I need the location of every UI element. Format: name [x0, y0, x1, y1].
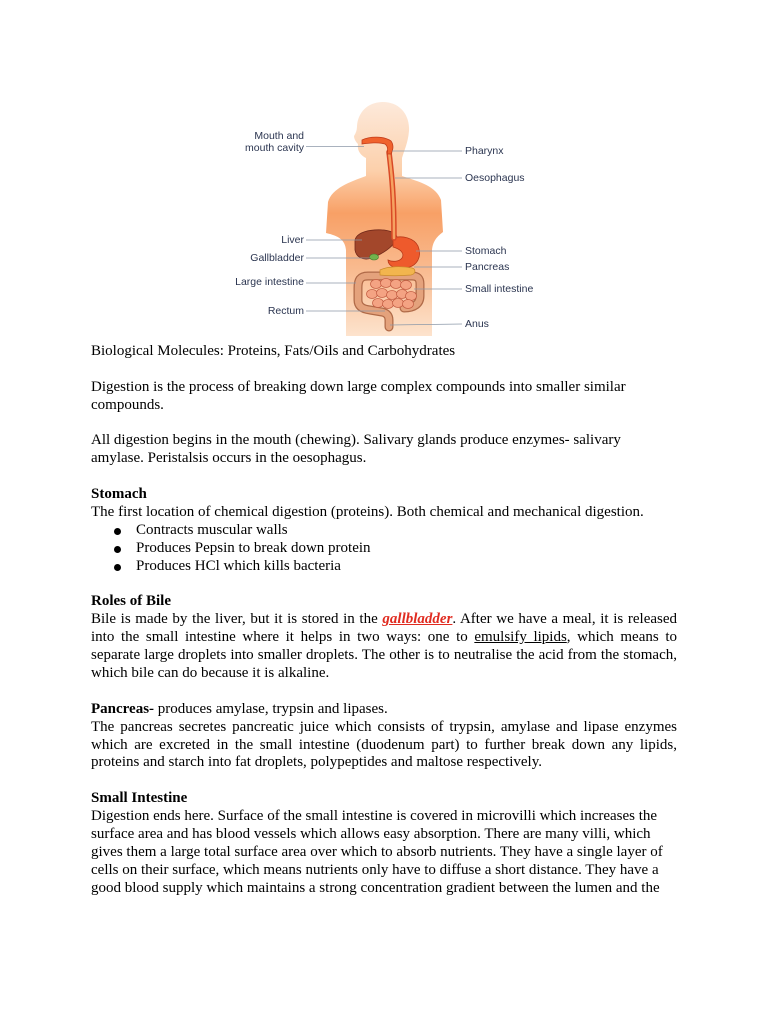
- bile-line: which bile can do because it is alkaline.: [91, 665, 330, 682]
- gallbladder-organ: [370, 254, 379, 260]
- bile-line: [91, 629, 677, 647]
- bile-line-text: . After we have a meal, it is released: [452, 611, 678, 628]
- bile-line: [91, 611, 677, 629]
- bile-line-text: Bile is made by the liver, but it is stored in the: [91, 611, 383, 628]
- bullet-item: [91, 522, 677, 540]
- small-intestine-organ: [367, 279, 417, 309]
- label-liver: Liver: [281, 233, 304, 246]
- label-gallbladder: Gallbladder: [250, 251, 304, 264]
- small-intestine-line: cells on their surface, which means nutrients only have to diffuse a short distance. They have a: [91, 861, 659, 878]
- label-small-intestine: Small intestine: [465, 282, 534, 295]
- bullet-item: [91, 540, 677, 558]
- small-intestine-line: gives them a large total surface area over which to absorb nutrients. They have a single layer of: [91, 843, 663, 860]
- bullet-dot-icon: [114, 564, 121, 571]
- intro-line: compounds.: [91, 396, 164, 413]
- intro-line: Digestion is the process of breaking down large complex compounds into smaller similar: [91, 378, 626, 395]
- label-oesophagus: Oesophagus: [465, 171, 525, 184]
- pancreas-lead-line: [91, 701, 677, 719]
- stomach-intro-line: The first location of chemical digestion (proteins). Both chemical and mechanical digestion.: [91, 504, 644, 521]
- page-title: Biological Molecules: Proteins, Fats/Oils and Carbohydrates: [91, 343, 456, 359]
- label-mouth-line1: Mouth and: [254, 129, 304, 142]
- pancreas-line: The pancreas secretes pancreatic juice which consists of trypsin, amylase and lipase enzymes: [91, 718, 677, 735]
- pancreas-lead-text: produces amylase, trypsin and lipases.: [154, 700, 388, 717]
- digestive-system-diagram: [228, 96, 540, 340]
- bullet-dot-icon: [114, 528, 121, 535]
- emulsify-lipids-underlined: emulsify lipids: [474, 629, 567, 646]
- label-mouth-line2: mouth cavity: [245, 141, 304, 154]
- bullet-dot-icon: [114, 546, 121, 553]
- small-intestine-line: surface area and has blood vessels which allows easy absorption. There are many villi, which: [91, 826, 651, 843]
- bile-heading: Roles of Bile: [91, 593, 171, 610]
- label-large-intestine: Large intestine: [235, 275, 304, 288]
- small-intestine-line: Digestion ends here. Surface of the small intestine is covered in microvilli which increases the: [91, 808, 658, 825]
- mouth-line: All digestion begins in the mouth (chewing). Salivary glands produce enzymes- salivary: [91, 432, 621, 449]
- pancreas-lead-bold: Pancreas-: [91, 700, 155, 717]
- pancreas-organ: [380, 267, 415, 276]
- bullet-text: Produces Pepsin to break down protein: [136, 539, 371, 556]
- bile-line-text: , which means to: [566, 629, 677, 646]
- document-body: [91, 343, 677, 898]
- small-intestine-line: good blood supply which maintains a strong concentration gradient between the lumen and the: [91, 879, 660, 896]
- bullet-text: Produces HCl which kills bacteria: [136, 557, 341, 574]
- bile-line-text: into the small intestine where it helps in two ways: one to: [91, 629, 475, 646]
- gallbladder-emphasis: gallbladder: [382, 611, 453, 628]
- stomach-heading: Stomach: [91, 486, 147, 503]
- bullet-text: Contracts muscular walls: [136, 521, 288, 538]
- mouth-line: amylase. Peristalsis occurs in the oesophagus.: [91, 450, 367, 467]
- label-pancreas: Pancreas: [465, 260, 510, 273]
- pancreas-line: proteins and starch into fat droplets, polypeptides and maltose respectively.: [91, 754, 542, 771]
- small-intestine-heading: Small Intestine: [91, 790, 188, 807]
- label-pharynx: Pharynx: [465, 144, 504, 157]
- bullet-item: [91, 558, 677, 576]
- label-anus: Anus: [465, 317, 489, 330]
- label-rectum: Rectum: [267, 304, 304, 317]
- pancreas-line: which are excreted in the small intestine (duodenum part) to further break down any lipids,: [91, 736, 677, 753]
- bile-line: separate large droplets into smaller droplets. The other is to neutralise the acid from the stomach,: [91, 647, 677, 664]
- label-stomach: Stomach: [465, 244, 507, 257]
